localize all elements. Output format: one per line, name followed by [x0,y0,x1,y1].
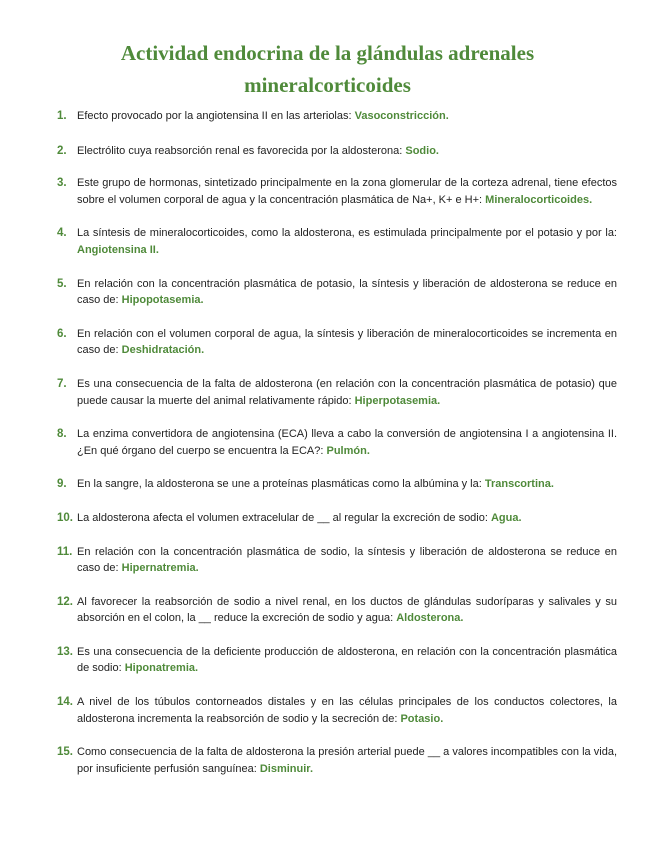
answer-text: Disminuir. [259,762,314,775]
question-text: En relación con la concentración plasmática de sodio, la síntesis y liberación de aldosterona se reduce en caso de: [77,545,617,575]
question-number: 6. [57,327,67,340]
answer-text: Transcortina. [484,478,554,491]
question-item-5 [57,276,617,309]
question-text: Como consecuencia de la falta de aldosterona la presión arterial puede __ a valores incompatibles con la vida, por insuficiente perfusión sanguínea: [77,746,617,775]
question-item-9 [57,476,617,493]
answer-text: Hipernatremia. [121,562,199,575]
question-number: 11. [57,545,73,558]
answer-text: Angiotensina II. [77,243,159,256]
question-text: La síntesis de mineralocorticoides, como la aldosterona, es estimulada principalmente por el potasio y por la: [77,227,617,240]
question-text: La aldosterona afecta el volumen extracelular de __ al regular la excreción de sodio: [77,511,491,524]
answer-text: Hiponatremia. [124,662,199,675]
question-item-14 [57,694,617,727]
question-number: 4. [57,227,67,240]
question-number: 3. [57,177,67,190]
question-number: 8. [57,428,67,441]
question-text: En relación con la concentración plasmática de potasio, la síntesis y liberación de aldosterona se reduce en caso de: [77,277,617,307]
question-number: 9. [57,478,67,491]
title-line-1: Actividad endocrina de la glándulas adrenales [120,41,535,65]
question-text: En relación con el volumen corporal de agua, la síntesis y liberación de mineralocorticoides se incrementa en caso de: [77,327,617,357]
answer-text: Hipopotasemia. [121,294,204,307]
question-number: 5. [57,277,67,290]
question-item-11 [57,544,617,577]
answer-text: Deshidratación. [121,344,205,357]
question-text: Electrólito cuya reabsorción renal es favorecida por la aldosterona: [77,144,406,157]
question-text: En la sangre, la aldosterona se une a proteínas plasmáticas como la albúmina y la: [77,478,485,491]
question-item-2 [57,143,617,160]
question-text: Es una consecuencia de la deficiente producción de aldosterona, en relación con la concentración plasmática de sodio: [77,645,617,675]
question-text: La enzima convertidora de angiotensina (ECA) lleva a cabo la conversión de angiotensina I a angiotensina II. ¿En qué órgano del cuerpo se encuentra la ECA?: [77,428,617,457]
question-number: 7. [57,377,67,390]
question-text: Efecto provocado por la angiotensina II en las arteriolas: [77,110,355,122]
question-item-1 [57,108,617,125]
question-text: A nivel de los túbulos contorneados distales y en las células principales de los conductos colectores, la aldosterona incrementa la reabsorción de sodio y la secreción de: [77,696,617,725]
question-item-10 [57,510,617,527]
question-number: 2. [57,144,67,157]
question-number: 1. [57,110,67,122]
answer-text: Agua. [490,511,522,524]
question-item-12 [57,594,617,627]
answer-text: Sodio. [405,144,439,157]
question-item-8 [57,426,617,459]
page-title [0,0,655,101]
question-text: Al favorecer la reabsorción de sodio a nivel renal, en los ductos de glándulas sudoríparas y salivales y su absorción en el colon, la __ reduce la excreción de sodio y agua: [77,595,617,625]
question-item-4 [57,225,617,258]
question-text: Es una consecuencia de la falta de aldosterona (en relación con la concentración plasmática de potasio) que puede causar la muerte del animal relativamente rápido: [77,377,617,407]
question-number: 13. [57,645,73,658]
answer-text: Mineralocorticoides. [485,193,593,206]
question-text: Este grupo de hormonas, sintetizado principalmente en la zona glomerular de la corteza adrenal, tiene efectos sobre el volumen corporal de agua y la concentración plasmática de Na+, K+ e H+: [77,177,617,206]
question-number: 10. [57,511,73,524]
answer-text: Hiperpotasemia. [354,394,441,407]
answer-text: Pulmón. [326,444,370,457]
question-item-3 [57,175,617,208]
answer-text: Vasoconstricción. [354,110,449,122]
question-number: 14. [57,696,73,709]
question-item-6 [57,326,617,359]
question-item-15 [57,744,617,777]
answer-text: Aldosterona. [396,612,464,625]
question-list [57,106,617,777]
answer-text: Potasio. [400,712,444,725]
question-number: 15. [57,746,73,759]
question-item-7 [57,376,617,409]
title-line-2: mineralcorticoides [244,73,411,97]
question-number: 12. [57,595,73,608]
question-item-13 [57,644,617,677]
